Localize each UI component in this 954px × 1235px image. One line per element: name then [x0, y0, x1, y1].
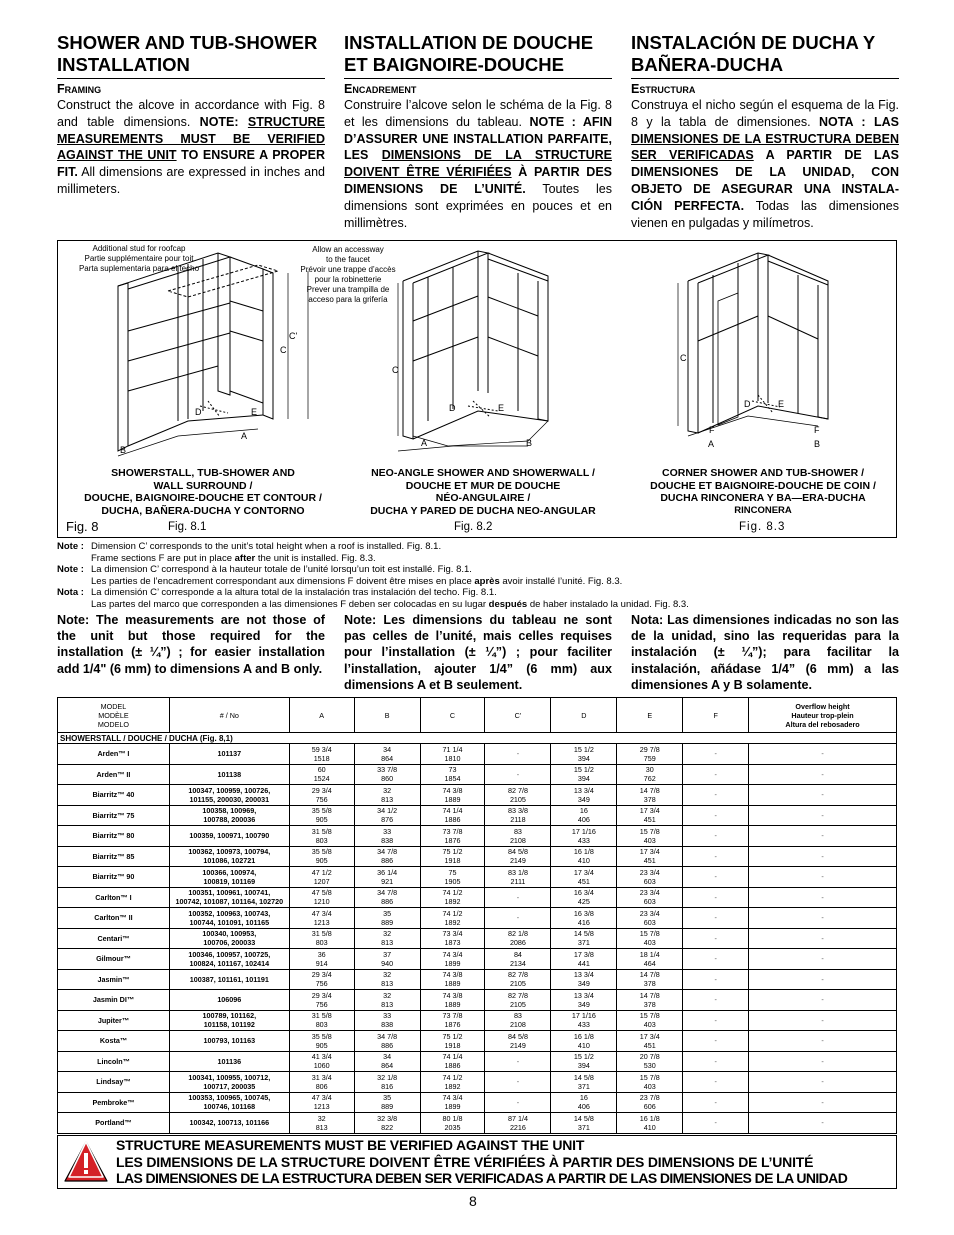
- body-segment: NOTE : AFIN D’ASSURER UNE INSTALLATION PARFAITE, LES: [344, 114, 612, 163]
- dimension-cell: 74 1/4 1886: [420, 1051, 485, 1072]
- section-title: INSTALACIÓN DE DUCHA Y BAÑERA-DUCHA: [631, 32, 899, 79]
- dimension-cell: 13 3/4 349: [551, 969, 617, 990]
- dimension-cell: 31 5/8 803: [289, 1010, 354, 1031]
- dimension-cell: 35 5/8 905: [289, 846, 354, 867]
- page-number: 8: [469, 1193, 477, 1209]
- dimension-cell: -: [683, 908, 749, 929]
- dim-label: F: [709, 425, 715, 435]
- part-number-cell: 100353, 100965, 100745, 100746, 101168: [169, 1092, 289, 1113]
- model-cell: Carlton™ II: [58, 908, 170, 929]
- dimension-cell: 82 1/8 2086: [485, 928, 551, 949]
- body-segment: Construire l’alcove selon le schéma de la Fig. 8 et les dimensions du tableau.: [344, 98, 612, 129]
- dimension-cell: 35 5/8 905: [289, 805, 354, 826]
- dim-label: C: [680, 353, 687, 363]
- table-row: [58, 1092, 897, 1113]
- dimension-cell: -: [749, 785, 897, 806]
- dim-label: C': [289, 331, 298, 341]
- dimension-cell: 17 1/16 433: [551, 826, 617, 847]
- body-text: [631, 97, 899, 231]
- dimension-cell: 47 5/8 1210: [289, 887, 354, 908]
- caption-8-2: NEO-ANGLE SHOWER AND SHOWERWALL / DOUCHE ET MUR DE DOUCHE NÉO-ANGULAIRE / DUCHA Y PARED DE DUCHA NEO-ANGULAR: [370, 467, 596, 517]
- dimension-cell: 29 7/8 759: [617, 744, 683, 765]
- dim-label: E: [498, 403, 505, 413]
- table-row: [58, 764, 897, 785]
- dimension-cell: -: [683, 887, 749, 908]
- dimension-cell: -: [683, 1072, 749, 1093]
- subhead: Encadrement: [344, 82, 417, 96]
- dimension-cell: 15 1/2 394: [551, 1051, 617, 1072]
- dimension-cell: 59 3/4 1518: [289, 744, 354, 765]
- dim-label: A: [421, 438, 428, 448]
- dimension-cell: -: [749, 805, 897, 826]
- dimension-cell: 32 1/8 816: [354, 1072, 420, 1093]
- part-number-cell: 100793, 101163: [169, 1031, 289, 1052]
- dimension-cell: -: [749, 1072, 897, 1093]
- dimension-cell: 35 889: [354, 908, 420, 929]
- dimension-cell: 16 406: [551, 1092, 617, 1113]
- dim-label: A: [708, 439, 715, 449]
- dimension-cell: 17 1/16 433: [551, 1010, 617, 1031]
- dimension-cell: 32 813: [354, 990, 420, 1011]
- header-d: D: [551, 698, 617, 733]
- dimension-cell: -: [749, 744, 897, 765]
- model-cell: Carlton™ I: [58, 887, 170, 908]
- dimension-cell: 13 3/4 349: [551, 785, 617, 806]
- fig-8-2-label: Fig. 8.2: [454, 521, 493, 533]
- drawing-neo-angle: [398, 251, 548, 451]
- table-header: [58, 698, 897, 733]
- dimension-cell: 29 3/4 756: [289, 969, 354, 990]
- dimension-cell: -: [749, 867, 897, 888]
- dimension-cell: 16 1/8 410: [551, 1031, 617, 1052]
- dimension-cell: -: [683, 867, 749, 888]
- dimension-cell: -: [683, 805, 749, 826]
- dimension-cell: -: [485, 744, 551, 765]
- model-cell: Jasmin DI™: [58, 990, 170, 1011]
- dimension-cell: 32 813: [354, 785, 420, 806]
- model-cell: Biarritz™ 40: [58, 785, 170, 806]
- dimension-cell: -: [683, 990, 749, 1011]
- body-segment: DIMENSIONES DE LA ESTRUCTURA DEBEN SER VERIFICADAS: [631, 131, 899, 163]
- header-c-prime: C': [485, 698, 551, 733]
- dimension-cell: -: [749, 887, 897, 908]
- dimension-cell: 34 7/8 886: [354, 1031, 420, 1052]
- dim-label: C: [280, 345, 287, 355]
- dimension-cell: -: [749, 990, 897, 1011]
- dimension-cell: 36 1/4 921: [354, 867, 420, 888]
- dimension-cell: 16 3/8 416: [551, 908, 617, 929]
- column-spanish: [631, 32, 899, 231]
- part-number-cell: 100789, 101162, 101158, 101192: [169, 1010, 289, 1031]
- dimension-cell: -: [683, 1092, 749, 1113]
- dimension-cell: 71 1/4 1810: [420, 744, 485, 765]
- dimension-cell: -: [749, 1010, 897, 1031]
- body-text: [57, 97, 325, 198]
- dim-label: B: [526, 438, 533, 448]
- dimension-cell: 74 1/2 1892: [420, 908, 485, 929]
- dimension-cell: 74 3/4 1899: [420, 1092, 485, 1113]
- warning-text: STRUCTURE MEASUREMENTS MUST BE VERIFIED AGAINST THE UNIT LES DIMENSIONS DE LA STRUCTURE DOIVENT ÊTRE VÉRIFIÉES À PARTIR DES DIMENSIONS DE L’UNITÉ LAS DIMENSIONES DE LA ESTRUCTURA DEBEN SER VERIFICADAS A PARTIR DE LAS DIMENSIONES DE LA UNIDAD: [116, 1137, 848, 1187]
- dimension-cell: 83 3/8 2118: [485, 805, 551, 826]
- dimension-cell: 83 1/8 2111: [485, 867, 551, 888]
- dimension-cell: 37 940: [354, 949, 420, 970]
- dimension-cell: 83 2108: [485, 1010, 551, 1031]
- dimension-cell: 17 3/4 451: [617, 1031, 683, 1052]
- part-number-cell: 106096: [169, 990, 289, 1011]
- dimension-cell: 74 3/8 1889: [420, 990, 485, 1011]
- dimension-cell: 74 1/2 1892: [420, 1072, 485, 1093]
- dimension-cell: 75 1905: [420, 867, 485, 888]
- warning-icon: [63, 1139, 109, 1185]
- dimension-cell: -: [683, 826, 749, 847]
- table-row: [58, 744, 897, 765]
- dimension-cell: 82 7/8 2105: [485, 785, 551, 806]
- fig-8-3-label: Fig. 8.3: [739, 521, 786, 533]
- dimension-cell: -: [485, 1051, 551, 1072]
- body-segment: Construct the alcove in accordance with Fig. 8 and table dimensions.: [57, 98, 325, 129]
- dimension-cell: -: [749, 1092, 897, 1113]
- part-number-cell: 101137: [169, 744, 289, 765]
- fig-8-1-label: Fig. 8.1: [168, 521, 207, 533]
- table-row: [58, 887, 897, 908]
- body-segment: Toutes les dimensions sont exprimées en pouces et en millimètres.: [344, 181, 612, 230]
- header-c: C: [420, 698, 485, 733]
- model-cell: Portland™: [58, 1113, 170, 1134]
- dimension-cell: 32 813: [354, 969, 420, 990]
- dimension-cell: 31 5/8 803: [289, 826, 354, 847]
- dimension-cell: 14 5/8 371: [551, 1072, 617, 1093]
- dim-label: B: [120, 445, 127, 455]
- dimensions-table: [57, 697, 897, 1134]
- dimension-cell: 16 3/4 425: [551, 887, 617, 908]
- part-number-cell: 100342, 100713, 101166: [169, 1113, 289, 1134]
- dimension-cell: 82 7/8 2105: [485, 969, 551, 990]
- dimension-cell: -: [485, 764, 551, 785]
- table-row: [58, 1051, 897, 1072]
- dimension-cell: -: [749, 846, 897, 867]
- dimension-cell: 13 3/4 349: [551, 990, 617, 1011]
- caption-8-1: SHOWERSTALL, TUB-SHOWER AND WALL SURROUND / DOUCHE, BAIGNOIRE-DOUCHE ET CONTOUR / DUCHA, BAÑERA-DUCHA Y CONTORNO: [84, 467, 322, 517]
- dimension-cell: -: [683, 785, 749, 806]
- dimension-cell: 15 7/8 403: [617, 826, 683, 847]
- table-row: [58, 1010, 897, 1031]
- table-row: [58, 867, 897, 888]
- part-number-cell: 100352, 100963, 100743, 100744, 101091, 101165: [169, 908, 289, 929]
- dimension-cell: 84 2134: [485, 949, 551, 970]
- dimension-cell: 17 3/4 451: [617, 846, 683, 867]
- dimension-cell: 14 7/8 378: [617, 969, 683, 990]
- model-cell: Kosta™: [58, 1031, 170, 1052]
- part-number-cell: 100341, 100955, 100712, 100717, 200035: [169, 1072, 289, 1093]
- dimension-cell: -: [749, 949, 897, 970]
- dimension-cell: 73 7/8 1876: [420, 826, 485, 847]
- model-cell: Arden™ I: [58, 744, 170, 765]
- dimension-cell: 74 3/4 1899: [420, 949, 485, 970]
- dimension-cell: 23 3/4 603: [617, 908, 683, 929]
- header-b: B: [354, 698, 420, 733]
- dimension-cell: 32 813: [354, 928, 420, 949]
- table-row: [58, 826, 897, 847]
- dimension-cell: 73 3/4 1873: [420, 928, 485, 949]
- body-text: [344, 97, 612, 231]
- dimension-cell: 75 1/2 1918: [420, 1031, 485, 1052]
- dimension-cell: -: [485, 887, 551, 908]
- dimension-cell: -: [485, 1072, 551, 1093]
- table-row: [58, 1113, 897, 1134]
- callout-accessway: Allow an accessway to the faucet Prévoir une trappe d’accès pour la robinetterie Prever una trampilla de acceso para la grifería: [300, 245, 396, 304]
- body-segment: All dimensions are expressed in inches and millimeters.: [57, 165, 325, 196]
- dimension-cell: -: [683, 1113, 749, 1134]
- table-row: [58, 805, 897, 826]
- dimension-cell: 15 1/2 394: [551, 764, 617, 785]
- dimension-cell: 34 1/2 876: [354, 805, 420, 826]
- model-cell: Biarritz™ 75: [58, 805, 170, 826]
- dimension-cell: 35 5/8 905: [289, 1031, 354, 1052]
- dimension-cell: 16 1/8 410: [551, 846, 617, 867]
- dimension-cell: 74 1/4 1886: [420, 805, 485, 826]
- body-segment: Todas las dimensiones vienen en pulgadas y milímetros.: [631, 198, 899, 230]
- dimension-cell: 47 3/4 1213: [289, 908, 354, 929]
- model-cell: Pembroke™: [58, 1092, 170, 1113]
- part-number-cell: 100346, 100957, 100725, 100824, 101167, 102414: [169, 949, 289, 970]
- dimension-cell: 23 7/8 606: [617, 1092, 683, 1113]
- dimension-cell: 32 3/8 822: [354, 1113, 420, 1134]
- part-number-cell: 100358, 100969, 100788, 200036: [169, 805, 289, 826]
- column-english: [57, 32, 325, 198]
- dimension-cell: 14 5/8 371: [551, 1113, 617, 1134]
- dimension-cell: 82 7/8 2105: [485, 990, 551, 1011]
- header-number: # / No: [169, 698, 289, 733]
- dimension-cell: -: [485, 908, 551, 929]
- part-number-cell: 100366, 100974, 100819, 101169: [169, 867, 289, 888]
- body-segment: Construya el nicho según el esquema de la Fig. 8 y la tabla de dimensiones.: [631, 98, 899, 129]
- dimension-cell: 60 1524: [289, 764, 354, 785]
- figure-notes: Note : Dimension C’ corresponds to the unit’s total height when a roof is installed. Fig. 8.1. Frame sections F are put in place after the unit is installed. Fig. 8.3. Note : La dimension C’ correspond à la hauteur totale de l’unité lorsqu’un toit est installé. Fig. 8.1. Les parties de l’encadrement correspondant aux dimensions F doivent être mises en place après avoir installé l’unité. Fig. 8.3. Nota : La dimensión C’ corresponde a la altura total de la instalación tras instalación del techo. Fig. 8.1. Las partes del marco que corresponden a las dimensiones F deben ser colocadas en su lugar después de haber instalado la unidad. Fig. 8.3.: [57, 541, 689, 610]
- dimension-cell: 16 1/8 410: [617, 1113, 683, 1134]
- dimension-cell: 17 3/4 451: [551, 867, 617, 888]
- dim-label: A: [241, 431, 248, 441]
- dim-label: E: [251, 407, 258, 417]
- table-row: [58, 846, 897, 867]
- figure-8: [57, 240, 897, 538]
- dimension-cell: 34 7/8 886: [354, 846, 420, 867]
- header-model: MODEL MODÈLE MODELO: [58, 698, 170, 733]
- table-row: [58, 990, 897, 1011]
- dim-label: F: [814, 425, 820, 435]
- body-segment: NOTE:: [199, 114, 248, 129]
- install-note-french: Note: Les dimensions du tableau ne sont pas celles de l’unité, mais celles requises pour l’installation (± ¼”) ; pour faciliter l’installation, ajouter 1/4” (6 mm) aux dimensions A et B seulement.: [344, 613, 612, 692]
- dimension-cell: 47 1/2 1207: [289, 867, 354, 888]
- table-row: [58, 1031, 897, 1052]
- section-title: SHOWER AND TUB-SHOWER INSTALLATION: [57, 32, 325, 79]
- part-number-cell: 100359, 100971, 100790: [169, 826, 289, 847]
- dimension-cell: -: [749, 928, 897, 949]
- subhead: Estructura: [631, 82, 696, 96]
- install-note-english: Note: The measurements are not those of the unit but those required for the installation (± ¼”) ; for easier installation add 1/4" (6 mm) to dimensions A and B only.: [57, 613, 325, 676]
- dimension-cell: -: [683, 969, 749, 990]
- part-number-cell: 101138: [169, 764, 289, 785]
- dimension-cell: 23 3/4 603: [617, 867, 683, 888]
- dimension-cell: 83 2108: [485, 826, 551, 847]
- dimension-cell: 14 7/8 378: [617, 785, 683, 806]
- dimension-cell: -: [683, 1031, 749, 1052]
- dimension-cell: 16 406: [551, 805, 617, 826]
- header-overflow: Overflow height Hauteur trop-plein Altura del rebosadero: [749, 698, 897, 733]
- dimension-cell: 74 1/2 1892: [420, 887, 485, 908]
- part-number-cell: 100362, 100973, 100794, 101086, 102721: [169, 846, 289, 867]
- warning-banner: [57, 1135, 897, 1189]
- column-french: [344, 32, 612, 231]
- table-row: [58, 969, 897, 990]
- body-segment: STRUCTURE MEASUREMENTS MUST BE VERIFIED AGAINST THE UNIT: [57, 114, 325, 163]
- dimension-cell: -: [749, 908, 897, 929]
- dimension-cell: 41 3/4 1060: [289, 1051, 354, 1072]
- model-cell: Biarritz™ 90: [58, 867, 170, 888]
- dimension-cell: 87 1/4 2216: [485, 1113, 551, 1134]
- dimension-cell: 75 1/2 1918: [420, 846, 485, 867]
- model-cell: Arden™ II: [58, 764, 170, 785]
- dim-label: D: [449, 403, 456, 413]
- model-cell: Lincoln™: [58, 1051, 170, 1072]
- dimension-cell: 34 864: [354, 744, 420, 765]
- header-e: E: [617, 698, 683, 733]
- dimension-cell: -: [683, 764, 749, 785]
- dimension-cell: 84 5/8 2149: [485, 1031, 551, 1052]
- body-segment: NOTA : LAS: [819, 114, 899, 129]
- model-cell: Gilmour™: [58, 949, 170, 970]
- dim-label: D: [744, 399, 751, 409]
- dimension-cell: 73 7/8 1876: [420, 1010, 485, 1031]
- table-row: [58, 949, 897, 970]
- model-cell: Jupiter™: [58, 1010, 170, 1031]
- table-row: [58, 928, 897, 949]
- dimension-cell: 33 7/8 860: [354, 764, 420, 785]
- dimension-cell: 15 7/8 403: [617, 1072, 683, 1093]
- dimension-cell: 32 813: [289, 1113, 354, 1134]
- dimension-cell: 17 3/4 451: [617, 805, 683, 826]
- dimension-cell: 29 3/4 756: [289, 990, 354, 1011]
- dimension-cell: 29 3/4 756: [289, 785, 354, 806]
- dimension-cell: 34 864: [354, 1051, 420, 1072]
- dimension-cell: 74 3/8 1889: [420, 785, 485, 806]
- dimension-cell: -: [683, 928, 749, 949]
- install-note-spanish: Nota: Las dimensiones indicadas no son las de la unidad, sino las requeridas para la instalación (± ¼”); para facilitar la instalación, añádase 1/4” (6 mm) a las dimensiones A y B solamente.: [631, 613, 899, 692]
- dimension-cell: -: [749, 764, 897, 785]
- dimension-cell: 47 3/4 1213: [289, 1092, 354, 1113]
- dim-label: C: [392, 365, 399, 375]
- dimension-cell: 80 1/8 2035: [420, 1113, 485, 1134]
- dimension-cell: -: [683, 744, 749, 765]
- model-cell: Biarritz™ 85: [58, 846, 170, 867]
- caption-8-3: CORNER SHOWER AND TUB-SHOWER / DOUCHE ET BAIGNOIRE-DOUCHE DE COIN / DUCHA RINCONERA Y BA—ERA-DUCHA RINCONERA: [650, 467, 876, 516]
- table-section-row: SHOWERSTALL / DOUCHE / DUCHA (Fig. 8,1): [58, 733, 897, 744]
- dimension-cell: 15 7/8 403: [617, 1010, 683, 1031]
- drawing-corner: [678, 253, 828, 436]
- dimension-cell: 14 7/8 378: [617, 990, 683, 1011]
- dimension-cell: -: [683, 1051, 749, 1072]
- dimension-cell: 35 889: [354, 1092, 420, 1113]
- table-body: [58, 733, 897, 1134]
- dimension-cell: 15 7/8 403: [617, 928, 683, 949]
- dimension-cell: -: [683, 949, 749, 970]
- dimension-cell: -: [749, 1031, 897, 1052]
- table-row: [58, 1072, 897, 1093]
- dimension-cell: -: [749, 1113, 897, 1134]
- dimension-cell: 18 1/4 464: [617, 949, 683, 970]
- dimension-cell: 15 1/2 394: [551, 744, 617, 765]
- dimension-cell: 73 1854: [420, 764, 485, 785]
- body-segment: A PARTIR DE LAS DIMENSIONES DE LA UNIDAD, CON OBJETO DE ASEGURAR UNA INSTALA-CIÓN PERFECTA.: [631, 148, 899, 213]
- dimension-cell: 34 7/8 886: [354, 887, 420, 908]
- section-title: INSTALLATION DE DOUCHE ET BAIGNOIRE-DOUCHE: [344, 32, 612, 79]
- dimension-cell: -: [485, 1092, 551, 1113]
- part-number-cell: 100340, 100953, 100706, 200033: [169, 928, 289, 949]
- part-number-cell: 100347, 100959, 100726, 101155, 200030, 200031: [169, 785, 289, 806]
- header-a: A: [289, 698, 354, 733]
- dim-label: B: [814, 439, 821, 449]
- figure-label: Fig. 8: [66, 519, 99, 534]
- table-row: [58, 785, 897, 806]
- dimension-cell: 33 838: [354, 826, 420, 847]
- dimension-cell: -: [749, 826, 897, 847]
- subhead: Framing: [57, 82, 102, 96]
- dimension-cell: 84 5/8 2149: [485, 846, 551, 867]
- dimension-cell: 36 914: [289, 949, 354, 970]
- model-cell: Centari™: [58, 928, 170, 949]
- dimension-cell: -: [683, 846, 749, 867]
- dimension-cell: 23 3/4 603: [617, 887, 683, 908]
- dimension-cell: 74 3/8 1889: [420, 969, 485, 990]
- model-cell: Biarritz™ 80: [58, 826, 170, 847]
- dimension-cell: 17 3/8 441: [551, 949, 617, 970]
- dimension-cell: -: [749, 969, 897, 990]
- header-f: F: [683, 698, 749, 733]
- model-cell: Jasmin™: [58, 969, 170, 990]
- part-number-cell: 100387, 101161, 101191: [169, 969, 289, 990]
- dim-label: D: [195, 407, 202, 417]
- model-cell: Lindsay™: [58, 1072, 170, 1093]
- dimension-cell: 30 762: [617, 764, 683, 785]
- dimension-cell: -: [749, 1051, 897, 1072]
- callout-roofcap: Additional stud for roofcap Partie supplémentaire pour toit Parta suplementaria para el techo: [78, 244, 200, 273]
- dimension-cell: -: [683, 1010, 749, 1031]
- dimension-cell: 31 3/4 806: [289, 1072, 354, 1093]
- part-number-cell: 101136: [169, 1051, 289, 1072]
- dimension-cell: 31 5/8 803: [289, 928, 354, 949]
- table-row: [58, 908, 897, 929]
- dimension-cell: 14 5/8 371: [551, 928, 617, 949]
- body-segment: TO ENSURE A PROPER FIT.: [57, 148, 326, 180]
- body-segment: À PARTIR DES DIMENSIONS DE L’UNITÉ.: [344, 165, 613, 196]
- dimension-cell: 33 838: [354, 1010, 420, 1031]
- body-segment: DIMENSIONS DE LA STRUCTURE DOIVENT ÊTRE VÉRIFIÉES: [344, 148, 612, 180]
- part-number-cell: 100351, 100961, 100741, 100742, 101087, 101164, 102720: [169, 887, 289, 908]
- dim-label: E: [778, 399, 785, 409]
- dimension-cell: 20 7/8 530: [617, 1051, 683, 1072]
